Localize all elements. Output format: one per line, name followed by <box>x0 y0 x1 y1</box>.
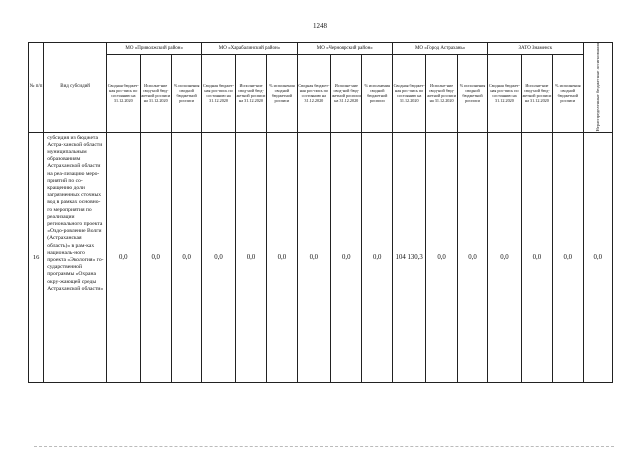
znamensk-budget-execution: 0,0 <box>521 132 552 382</box>
page-number: 1248 <box>313 22 327 30</box>
astrakhan-execution-percent: 0,0 <box>457 132 487 382</box>
header-budget-plan: Сводная бюджет-ная рос-пись по состоянию на 31.12.2020 <box>297 55 330 132</box>
row-number: 16 <box>29 132 44 382</box>
astrakhan-budget-execution: 0,0 <box>426 132 457 382</box>
header-undistributed <box>583 43 613 133</box>
scan-edge-line <box>34 446 614 447</box>
header-municipality-znamensk: ЗАТО Знаменск <box>488 43 583 55</box>
header-undistributed-label: Нераспределенные бюджетные ассигнования <box>595 43 601 132</box>
header-budget-execution: Исполне-ние свод-ной бюд-жетной росписи на 31.12.2020 <box>426 55 457 132</box>
chernoyarsky-budget-execution: 0,0 <box>331 132 362 382</box>
header-row-number: № п/п <box>29 43 44 133</box>
header-execution-percent: % исполнения сводной бюджетной росписи <box>267 55 297 132</box>
header-budget-execution: Исполне-ние свод-ной бюд-жетной росписи на 31.12.2020 <box>331 55 362 132</box>
subsidy-table <box>28 42 613 383</box>
privolzhsky-execution-percent: 0,0 <box>171 132 201 382</box>
znamensk-execution-percent: 0,0 <box>553 132 583 382</box>
chernoyarsky-execution-percent: 0,0 <box>362 132 392 382</box>
header-budget-plan: Сводная бюджет-ная рос-пись по состоянию на 31.12.2020 <box>392 55 425 132</box>
header-subsidy-type: Вид субсидий <box>44 43 107 133</box>
undistributed-value: 0,0 <box>583 132 613 382</box>
privolzhsky-budget-execution: 0,0 <box>140 132 171 382</box>
header-budget-plan: Сводная бюджет-ная рос-пись по состоянию на 31.12.2020 <box>107 55 140 132</box>
privolzhsky-budget-plan: 0,0 <box>107 132 140 382</box>
header-municipality-astrakhan: МО «Город Астрахань» <box>392 43 487 55</box>
header-municipality-privolzhsky: МО «Приволжский район» <box>107 43 202 55</box>
table-row <box>29 132 613 382</box>
astrakhan-budget-plan: 104 130,3 <box>392 132 425 382</box>
header-execution-percent: % исполнения сводной бюджетной росписи <box>171 55 201 132</box>
header-municipality-chernoyarsky: МО «Черноярский район» <box>297 43 392 55</box>
header-execution-percent: % исполнения сводной бюджетной росписи <box>362 55 392 132</box>
header-budget-plan: Сводная бюджет-ная рос-пись по состоянию на 31.12.2020 <box>202 55 235 132</box>
header-budget-execution: Исполне-ние свод-ной бюд-жетной росписи на 31.12.2020 <box>140 55 171 132</box>
subsidy-type-text: субсидия из бюджета Астра-ханской области муниципальным образованиям Астраханской области на реа-лизацию меро-приятий по со-кращению доли загрязненных сточных вод в рамках основно-го мероприятия по реализации регионального проекта «Оздо-ровление Волги (Астраханская область)» в рам-ках националь-ного проекта «Экология» го-сударственной программы «Охрана окру-жающей среды Астраханской области» <box>44 132 107 382</box>
chernoyarsky-budget-plan: 0,0 <box>297 132 330 382</box>
znamensk-budget-plan: 0,0 <box>488 132 521 382</box>
header-execution-percent: % исполнения сводной бюджетной росписи <box>457 55 487 132</box>
kharabalinsky-budget-plan: 0,0 <box>202 132 235 382</box>
kharabalinsky-execution-percent: 0,0 <box>267 132 297 382</box>
header-budget-execution: Исполне-ние свод-ной бюд-жетной росписи на 31.12.2020 <box>235 55 266 132</box>
header-budget-plan: Сводная бюджет-ная рос-пись по состоянию на 31.12.2020 <box>488 55 521 132</box>
header-budget-execution: Исполне-ние свод-ной бюд-жетной росписи на 31.12.2020 <box>521 55 552 132</box>
kharabalinsky-budget-execution: 0,0 <box>235 132 266 382</box>
header-execution-percent: % исполнения сводной бюджетной росписи <box>553 55 583 132</box>
header-municipality-kharabalinsky: МО «Харабалинский район» <box>202 43 297 55</box>
